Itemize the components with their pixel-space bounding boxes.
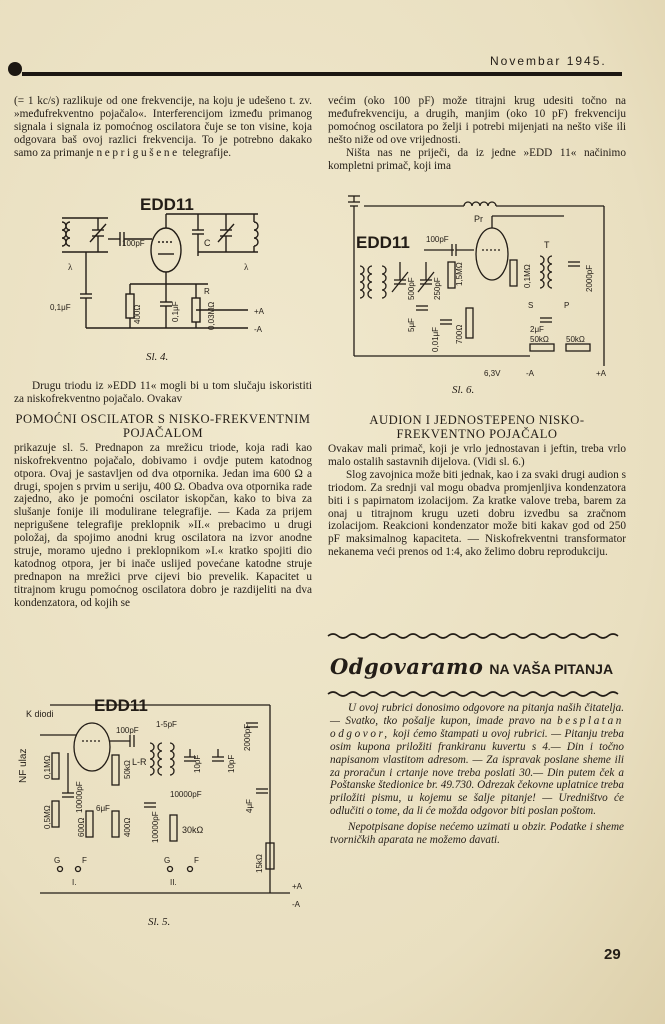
fig6-c2000: 2000pF bbox=[585, 264, 594, 292]
fig6-r15: 1,5MΩ bbox=[455, 262, 464, 286]
fig5-r600: 600Ω bbox=[77, 817, 86, 837]
fig6-s: S bbox=[528, 301, 534, 310]
fig6-c250: 250pF bbox=[433, 277, 442, 300]
fig6-c100: 100pF bbox=[426, 235, 449, 244]
fig4-r400: 400Ω bbox=[133, 304, 142, 324]
fig4-r: R bbox=[204, 287, 210, 296]
fig5-title: EDD11 bbox=[94, 696, 148, 715]
wavy-rule-bottom bbox=[328, 690, 626, 698]
fig6-c2: 2μF bbox=[530, 325, 544, 334]
fig5-c10b: 10pF bbox=[227, 754, 236, 773]
answers-title bbox=[330, 654, 630, 684]
header-rule bbox=[22, 72, 622, 76]
fig4-minusA: -A bbox=[254, 325, 262, 334]
fig4-c01: 0,1μF bbox=[50, 303, 71, 312]
fig5-r05: 0,5MΩ bbox=[43, 805, 52, 829]
left-top-text bbox=[14, 95, 312, 160]
answers-title-script: Odgovaramo bbox=[330, 654, 484, 679]
answers-paragraph-2: Nepotpisane dopise nećemo uzimati u obzir. Podatke i sheme tvorničkih aparata ne možemo davati. bbox=[330, 821, 624, 847]
right-heading: AUDION I JEDNOSTEPENO NISKO-FREKVENTNO POJAČALO bbox=[369, 413, 585, 441]
fig5-r30: 30kΩ bbox=[182, 825, 204, 835]
fig5-c6: 6μF bbox=[96, 804, 110, 813]
fig5-f1: F bbox=[82, 856, 87, 865]
fig5-caption: Sl. 5. bbox=[148, 916, 171, 928]
fig5-r50: 50kΩ bbox=[123, 760, 132, 779]
answers-title-plain: NA VAŠA PITANJA bbox=[489, 661, 614, 677]
fig5-c4: 4μF bbox=[245, 799, 254, 813]
fig5-r400: 400Ω bbox=[123, 817, 132, 837]
fig5-g1: G bbox=[54, 856, 61, 865]
fig6-pr: Pr bbox=[474, 214, 483, 224]
fig6-r700: 700Ω bbox=[455, 324, 464, 344]
answers-p1-b: koji ćemo štampati u ovoj rubrici. — Pitanju treba osim kupona priložiti frankiranu kuvertu s 4.— Din i točno napisanom vlastitom adresom. — Za ispravak poslane sheme ili za proračun i crtanje nove treba poslati 30.— Din putem ček a Poštanske štedionice br. 49.730. Odrezak čekovne uplatnice treba priložiti pismu, u kojemu se šalje pitanje! — Uredništvo će odlučiti o tome, da li će možda odgovor biti poslan poštom. bbox=[330, 727, 624, 818]
fig4-r003: 0,03MΩ bbox=[207, 301, 216, 330]
fig6-plusA: +A bbox=[596, 369, 607, 378]
fig5-c10000b: 10000pF bbox=[151, 811, 160, 843]
fig4-lambda1: λ bbox=[68, 262, 73, 272]
fig5-r15: 15kΩ bbox=[255, 854, 264, 873]
fig5-r01: 0,1MΩ bbox=[43, 755, 52, 779]
fig5-c2000: 2000pF bbox=[243, 723, 252, 751]
left-p1-spaced: neprigušene bbox=[96, 146, 180, 159]
fig5-lr: L-R bbox=[132, 757, 147, 767]
right-paragraph-4: Slog zavojnica može biti jednak, kao i za svaki drugi audion s triodom. Za srednji val mogu obadva promjenljiva kondenzatora biti i s papirnatom izolacijom. Za kratke valove treba, barem za onaj u titrajnom krugu uzeti dobru izvedbu sa zračnom izolacijom. Reakcioni kondenzator može biti kakav god od 250 pF maksimalnog kapaciteta. — Niskofrekventni transformator nekanema veći prenos od 1:4, ako želimo dobru reprodukciju. bbox=[328, 468, 626, 559]
fig5-plusA: +A bbox=[292, 882, 303, 891]
fig4-lambda2: λ bbox=[244, 262, 249, 272]
fig6-p: P bbox=[564, 301, 570, 310]
left-mid-text bbox=[14, 380, 312, 610]
right-mid-text bbox=[328, 407, 626, 559]
fig5-ii: II. bbox=[170, 878, 177, 887]
header-bullet bbox=[8, 62, 22, 76]
fig5-i: I. bbox=[72, 878, 77, 887]
fig6-title: EDD11 bbox=[356, 233, 410, 252]
wavy-rule-top bbox=[328, 632, 626, 640]
fig5-c100: 100pF bbox=[116, 726, 139, 735]
fig5-f2: F bbox=[194, 856, 199, 865]
fig5-g2: G bbox=[164, 856, 171, 865]
fig4-caption: Sl. 4. bbox=[146, 351, 169, 363]
fig4-c100: 100pF bbox=[122, 239, 145, 248]
left-paragraph-2: Drugu triodu iz »EDD 11« mogli bi u tom slučaju iskoristiti za niskofrekventno pojačalo. Ovakav bbox=[14, 380, 312, 405]
right-top-text bbox=[328, 95, 626, 172]
answers-p1-spaced: besplatan odgovor, bbox=[330, 714, 624, 740]
left-heading: POMOĆNI OSCILATOR S NISKO-FREKVENTNIM POJAČALOM bbox=[15, 411, 311, 440]
fig4-title: EDD11 bbox=[140, 195, 194, 214]
fig5-c10000c: 10000pF bbox=[170, 790, 202, 799]
left-paragraph-1 bbox=[14, 95, 312, 160]
issue-date: Novembar 1945. bbox=[490, 54, 607, 68]
fig6-c5: 5μF bbox=[407, 318, 416, 332]
figure-4-schematic bbox=[48, 194, 288, 346]
right-paragraph-3: Ovakav mali primač, koji je vrlo jednostavan i jeftin, treba vrlo malo ostalih sastavnih dijelova. (Vidi sl. 6.) bbox=[328, 443, 626, 468]
figure-5-schematic bbox=[20, 693, 316, 911]
fig5-kdiodi: K diodi bbox=[26, 709, 54, 719]
right-paragraph-1: većim (oko 100 pF) može titrajni krug udesiti točno na međufrekvenciju, a drugih, manjim (oko 10 pF) frekvenciju pomoćnog oscilatora po želji i potrebi mijenjati na nešto više ili nešto niže od ove vrijednosti. bbox=[328, 95, 626, 146]
figure-6-schematic bbox=[334, 196, 626, 382]
fig5-c10a: 10pF bbox=[193, 754, 202, 773]
left-p1-end: telegrafije. bbox=[179, 146, 232, 159]
fig6-caption: Sl. 6. bbox=[452, 384, 475, 396]
fig6-t: T bbox=[544, 240, 550, 250]
page-number: 29 bbox=[604, 946, 621, 963]
fig4-c: C bbox=[204, 238, 211, 248]
fig5-c10000: 10000pF bbox=[75, 781, 84, 813]
fig6-c500: 500pF bbox=[407, 277, 416, 300]
answers-paragraph-1 bbox=[330, 702, 624, 818]
fig6-v63: 6,3V bbox=[484, 369, 501, 378]
fig6-r50a: 50kΩ bbox=[530, 335, 549, 344]
fig5-nfulaz: NF ulaz bbox=[18, 748, 29, 783]
left-p1-text: (= 1 kc/s) razlikuje od one frekvencije, na koju je udešeno t. zv. »međufrekventno pojačalo«. Interferencijom između primanog signala i signala iz pomoćnog oscilatora čuje se ton visine, koja odgovara baš ovoj razlici frekvencija. To je potrebno dakako samo za primanje bbox=[14, 95, 312, 159]
right-paragraph-2: Ništa nas ne priječi, da iz jedne »EDD 11« načinimo kompletni primač, koji ima bbox=[328, 146, 626, 172]
left-paragraph-3: prikazuje sl. 5. Prednapon za mrežicu triode, koja radi kao niskofrekventno pojačalo, dobivamo i ovdje putem katodnog otpora. Ovaj je sastavljen od dva otpornika. Jedan ima 600 Ω a drugi, spojen s prvim u seriju, 400 Ω. Obadva ova otpornika rade zajedno, ako je pomoćni oscilator iskopčan, kako to biva za slušanje fonije ili modulirane telegrafije. — Kada za prijem neprigušene telegrafije preklopnik »II.« prebacimo u drugi položaj, da spojimo anodni krug oscilatora na izvor anodne struje, moramo ujedno i preklopnikom »I.« kratko spojiti dio katodnog otpora, jer bi inače uslijed povećane katodne struje prednapon na mrežici prve cijevi bio prevelik. Kapacitet u titrajnom krugu pomoćnog oscilatora dobro je razdijeliti na dva kondenzatora, od kojih se bbox=[14, 441, 312, 609]
fig6-r50b: 50kΩ bbox=[566, 335, 585, 344]
fig6-r01: 0,1MΩ bbox=[523, 264, 532, 288]
answers-p1-a: U ovoj rubrici donosimo odgovore na pitanja naših čitatelja. — Svatko, tko pošalje kupon, imade pravo na bbox=[330, 702, 624, 727]
answers-text bbox=[330, 702, 624, 847]
fig5-minusA: -A bbox=[292, 900, 300, 909]
fig6-minusA: -A bbox=[526, 369, 534, 378]
fig4-plusA: +A bbox=[254, 307, 265, 316]
fig6-c01: 0,01μF bbox=[431, 326, 440, 352]
fig4-c01b: 0,1μF bbox=[171, 301, 180, 322]
fig5-c15: 1-5pF bbox=[156, 720, 177, 729]
